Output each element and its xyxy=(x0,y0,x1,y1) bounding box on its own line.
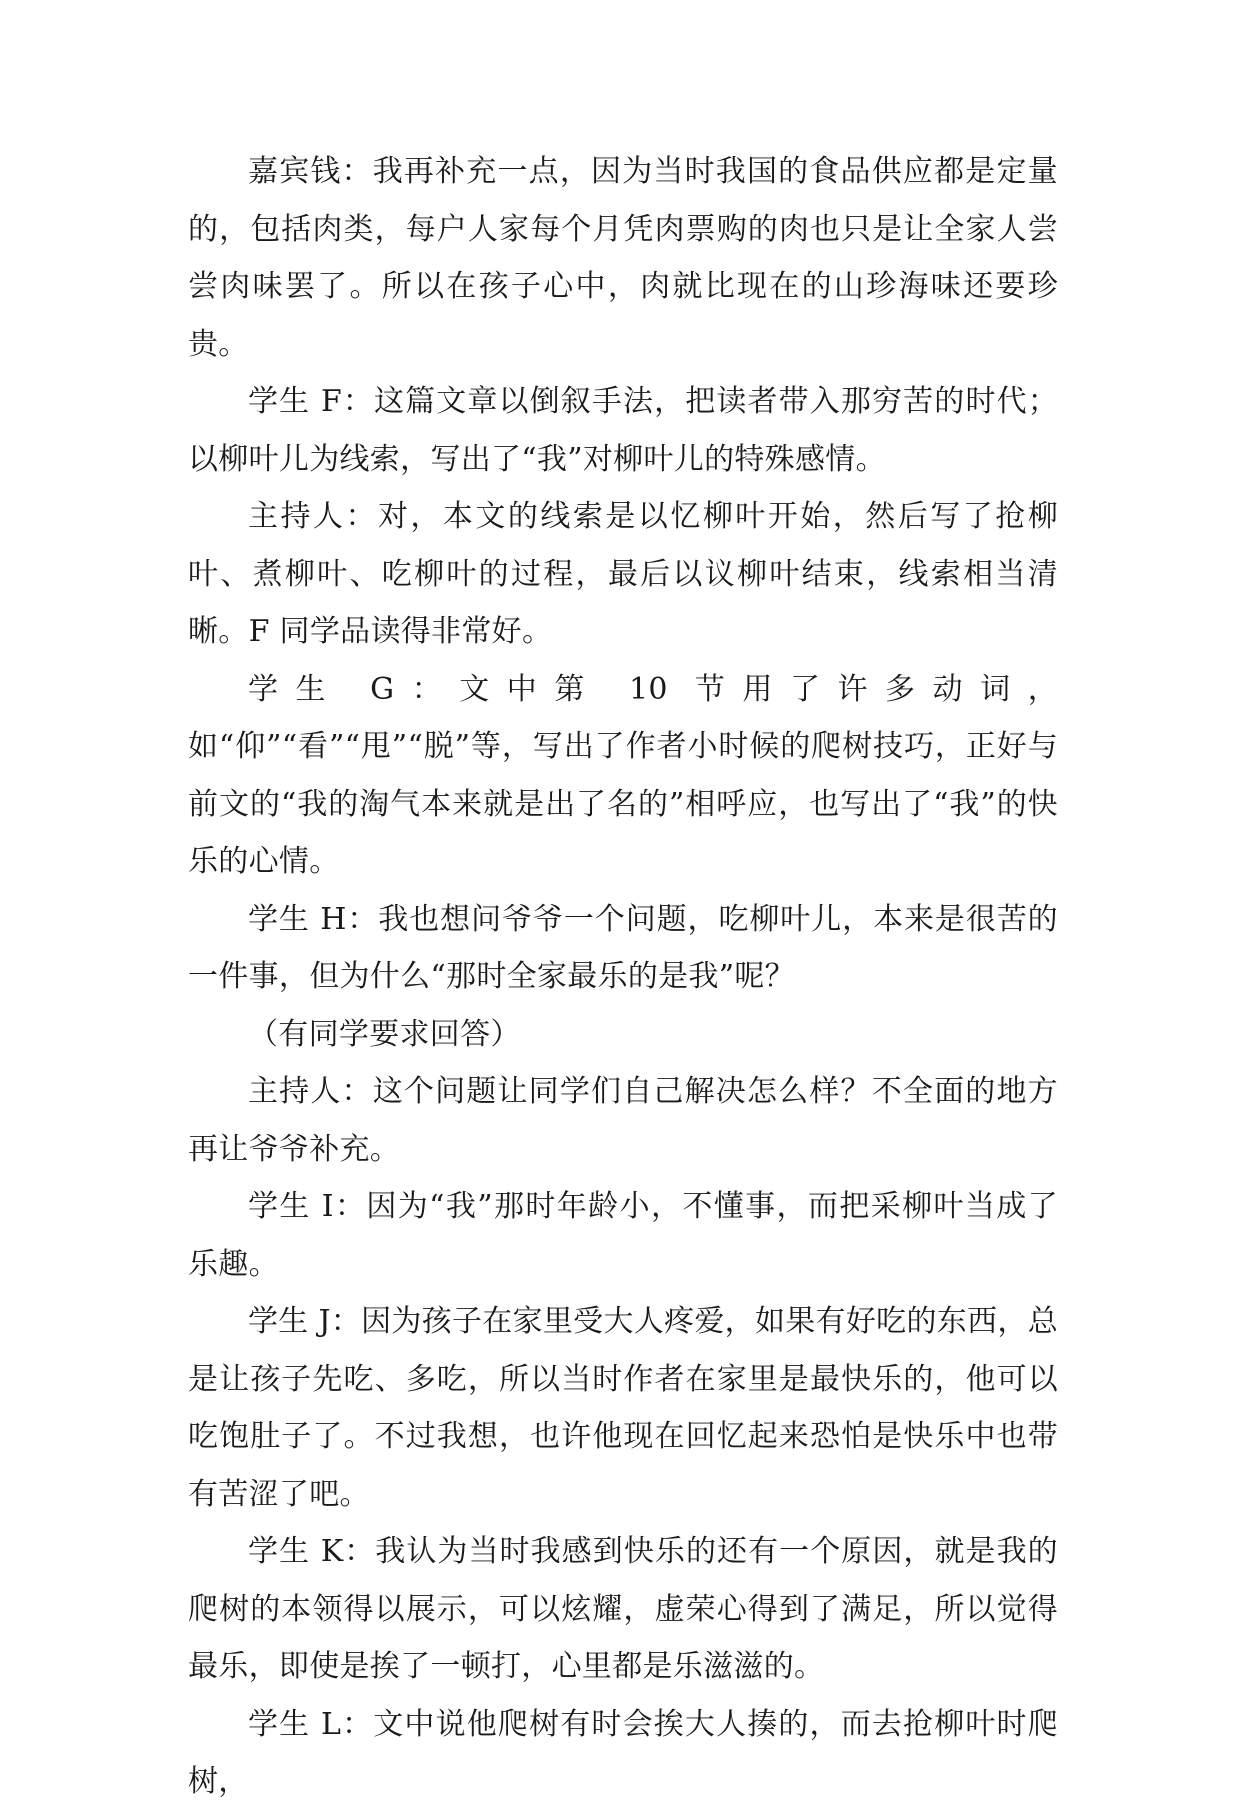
paragraph-student-h: 学生 H：我也想问爷爷一个问题，吃柳叶儿，本来是很苦的一件事，但为什么“那时全家最乐的是我”呢？ xyxy=(188,901,1058,994)
paragraph-host-2: 主持人：这个问题让同学们自己解决怎么样？不全面的地方再让爷爷补充。 xyxy=(188,1074,1058,1167)
paragraph-guest-qian: 嘉宾钱：我再补充一点，因为当时我国的食品供应都是定量的，包括肉类，每户人家每个月凭肉票购的肉也只是让全家人尝尝肉味罢了。所以在孩子心中，肉就比现在的山珍海味还要珍贵。 xyxy=(188,154,1058,362)
paragraph-student-i: 学生 I：因为“我”那时年龄小，不懂事，而把采柳叶当成了乐趣。 xyxy=(188,1189,1058,1282)
paragraph-student-f: 学生 F：这篇文章以倒叙手法，把读者带入那穷苦的时代；以柳叶儿为线索，写出了“我”对柳叶儿的特殊感情。 xyxy=(188,384,1058,477)
paragraph-student-l: 学生 L：文中说他爬树有时会挨大人揍的，而去抢柳叶时爬树， xyxy=(188,1706,1058,1799)
paragraph-host-1: 主持人：对，本文的线索是以忆柳叶开始，然后写了抢柳叶、煮柳叶、吃柳叶的过程，最后以议柳叶结束，线索相当清晰。F 同学品读得非常好。 xyxy=(188,499,1058,649)
paragraph-stage-direction: （有同学要求回答） xyxy=(248,1016,521,1052)
paragraph-student-g: 学生 G：文中第 10 节用了许多动词，如“仰”“看”“甩”“脱”等，写出了作者小时候的爬树技巧，正好与前文的“我的淘气本来就是出了名的”相呼应，也写出了“我”的快乐的心情。 xyxy=(188,671,1058,879)
document-body xyxy=(188,143,1058,1811)
paragraph-student-k: 学生 K：我认为当时我感到快乐的还有一个原因，就是我的爬树的本领得以展示，可以炫耀，虚荣心得到了满足，所以觉得最乐，即使是挨了一顿打，心里都是乐滋滋的。 xyxy=(188,1534,1058,1684)
paragraph-student-j: 学生 J：因为孩子在家里受大人疼爱，如果有好吃的东西，总是让孩子先吃、多吃，所以当时作者在家里是最快乐的，他可以吃饱肚子了。不过我想，也许他现在回忆起来恐怕是快乐中也带有苦涩了吧。 xyxy=(188,1304,1058,1512)
